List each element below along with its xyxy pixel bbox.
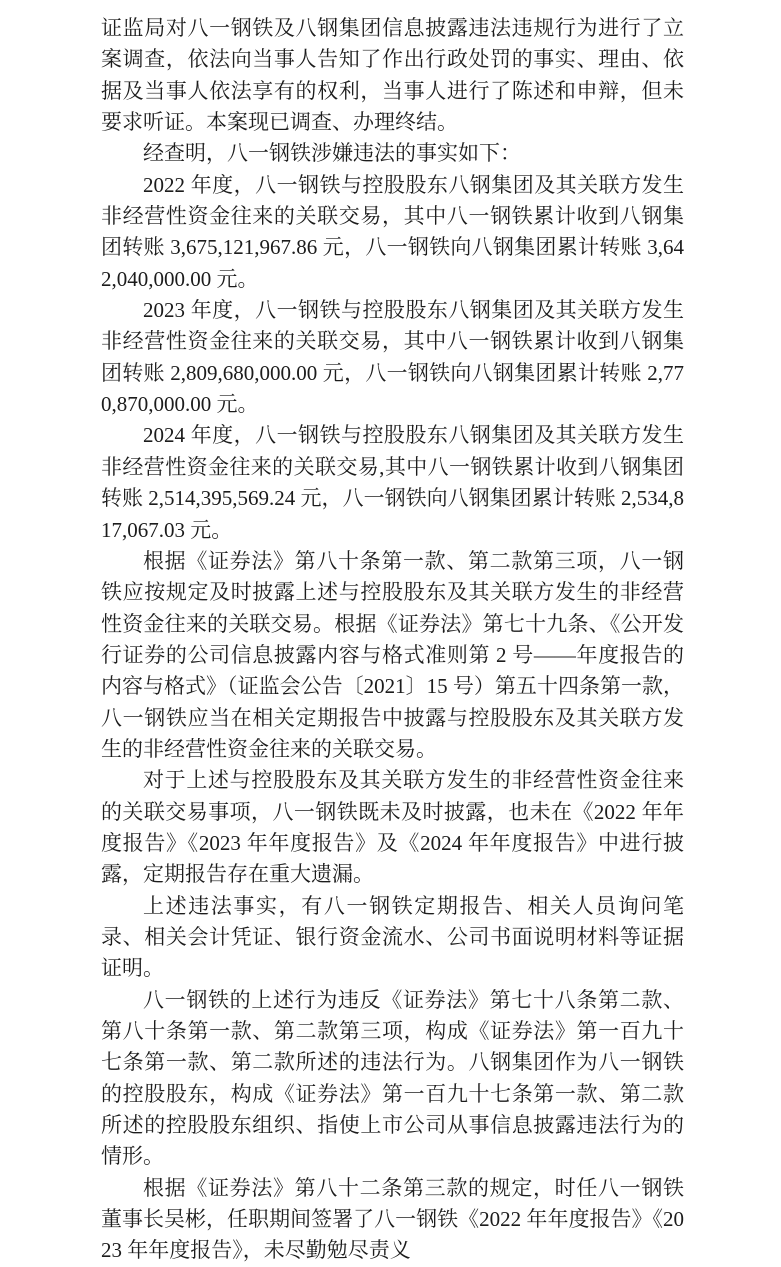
paragraph-facts-intro: 经查明，八一钢铁涉嫌违法的事实如下： — [143, 141, 521, 166]
paragraph-chairman-responsibility: 根据《证券法》第八十二条第三款的规定，时任八一钢铁董事长吴彬，任职期间签署了八一钢铁《2022 年年度报告》《2023 年年度报告》，未尽勤勉尽责义 — [101, 1175, 684, 1263]
paragraph-disclosure-rules: 根据《证券法》第八十条第一款、第二款第三项，八一钢铁应按规定及时披露上述与控股股东及其关联方发生的非经营性资金往来的关联交易。根据《证券法》第七十九条、《公开发行证券的公司信息披露内容与格式准则第 2 号——年度报告的内容与格式》（证监会公告〔2021〕15 号）第五十四条第一款，八一钢铁应当在相关定期报告中披露与控股股东及其关联方发生的非经营性资金往来的关联交易。 — [101, 548, 684, 761]
paragraph-evidence: 上述违法事实，有八一钢铁定期报告、相关人员询问笔录、相关会计凭证、银行资金流水、公司书面说明材料等证据证明。 — [101, 893, 684, 981]
paragraph-continuation: 证监局对八一钢铁及八钢集团信息披露违法违规行为进行了立案调查，依法向当事人告知了作出行政处罚的事实、理由、依据及当事人依法享有的权利，当事人进行了陈述和申辩，但未要求听证。本案现已调查、办理终结。 — [101, 16, 684, 135]
paragraph-violation-conclusion: 八一钢铁的上述行为违反《证券法》第七十八条第二款、第八十条第一款、第二款第三项，构成《证券法》第一百九十七条第一款、第二款所述的违法行为。八钢集团作为八一钢铁的控股股东，构成《证券法》第一百九十七条第一款、第二款所述的控股股东组织、指使上市公司从事信息披露违法行为的情形。 — [101, 987, 684, 1169]
paragraph-2023-transactions: 2023 年度，八一钢铁与控股股东八钢集团及其关联方发生非经营性资金往来的关联交易，其中八一钢铁累计收到八钢集团转账 2,809,680,000.00 元，八一钢铁向八钢集团累计转账 2,770,870,000.00 元。 — [101, 298, 684, 417]
paragraph-2024-transactions: 2024 年度，八一钢铁与控股股东八钢集团及其关联方发生非经营性资金往来的关联交易,其中八一钢铁累计收到八钢集团转账 2,514,395,569.24 元，八一钢铁向八钢集团累计转账 2,534,817,067.03 元。 — [101, 423, 684, 542]
paragraph-2022-transactions: 2022 年度，八一钢铁与控股股东八钢集团及其关联方发生非经营性资金往来的关联交易，其中八一钢铁累计收到八钢集团转账 3,675,121,967.86 元，八一钢铁向八钢集团累计转账 3,642,040,000.00 元。 — [101, 172, 684, 291]
paragraph-omission-in-reports: 对于上述与控股股东及其关联方发生的非经营性资金往来的关联交易事项，八一钢铁既未及时披露，也未在《2022 年年度报告》《2023 年年度报告》及《2024 年年度报告》中进行披露，定期报告存在重大遗漏。 — [101, 768, 684, 887]
